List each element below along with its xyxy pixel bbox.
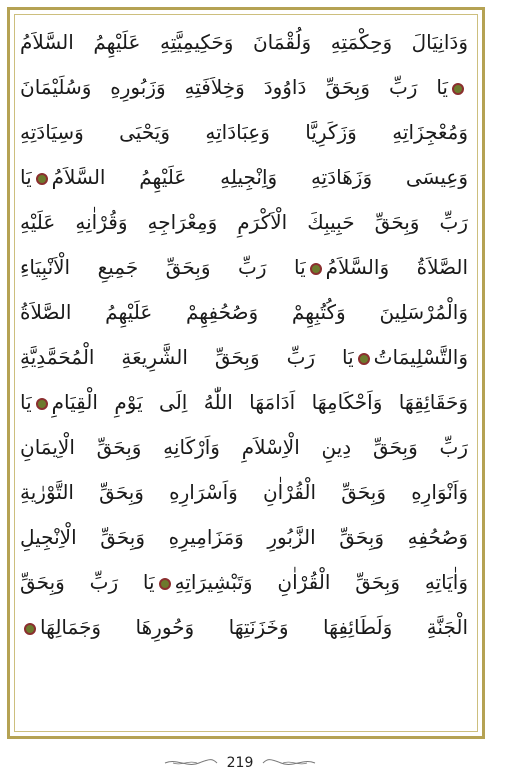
page-footer [0, 752, 480, 774]
text-segment: وَحَقَائِقِهَا وَاَحْكَامِهَا اَدَامَهَا اللّٰهُ اِلَى يَوْمِ الْقِيَامِ [51, 390, 468, 414]
rose-ornament-icon [24, 623, 36, 635]
text-segment: وَعِيسَى وَزَهَادَتِهِ وَاِنْجِيلِهِ عَلَيْهِمُ السَّلاَمُ [51, 165, 468, 189]
text-segment: يَا [20, 165, 32, 189]
rose-ornament-icon [36, 398, 48, 410]
page-number: 219 [226, 755, 254, 771]
text-segment: الْجَنَّةِ وَلَطَائِفِهَا وَخَزَنَتِهَا وَحُورِهَا وَجَمَالِهَا [40, 615, 468, 639]
rose-ornament-icon [36, 173, 48, 185]
text-line-5 [20, 200, 468, 245]
text-segment: رَبِّ وَبِحَقِّ دِينِ الْاِسْلاَمِ وَاَرْكَانِهِ وَبِحَقِّ الْاِيمَانِ [20, 435, 468, 459]
text-segment: الصَّلاَةُ وَالسَّلاَمُ [325, 255, 468, 279]
flourish-right-icon [261, 758, 317, 768]
text-line-13 [20, 560, 468, 605]
text-segment: يَا رَبِّ وَبِحَقِّ دَاوُودَ وَخِلاَفَتِهِ وَزَبُورِهِ وَسُلَيْمَانَ [20, 75, 448, 99]
text-segment: يَا رَبِّ وَبِحَقِّ [20, 570, 155, 594]
text-line-3 [20, 110, 468, 155]
arabic-text-block [20, 20, 468, 650]
text-line-9 [20, 380, 468, 425]
text-line-6 [20, 245, 468, 290]
rose-ornament-icon [310, 263, 322, 275]
text-line-11 [20, 470, 468, 515]
text-segment: وَالتَّسْلِيمَاتُ [373, 345, 468, 369]
rose-ornament-icon [452, 83, 464, 95]
flourish-left-icon [163, 758, 219, 768]
text-segment: وَاَنْوَارِهِ وَبِحَقِّ الْقُرْاٰنِ وَاَسْرَارِهِ وَبِحَقِّ التَّوْرٰيةِ [20, 480, 468, 504]
text-segment: وَاٰيَاتِهِ وَبِحَقِّ الْقُرْاٰنِ وَتَبْشِيرَاتِهِ [174, 570, 468, 594]
text-line-2 [20, 65, 468, 110]
text-segment: يَا رَبِّ وَبِحَقِّ جَمِيعِ الْاَنْبِيَاءِ [20, 255, 306, 279]
text-line-12 [20, 515, 468, 560]
text-line-8 [20, 335, 468, 380]
text-line-14 [20, 605, 468, 650]
text-segment: وَمُعْجِزَاتِهِ وَزَكَرِيَّا وَعِبَادَاتِهِ وَيَحْيَى وَسِيَادَتِهِ [20, 120, 468, 144]
text-segment: رَبِّ وَبِحَقِّ حَبِيبِكَ الْاَكْرَمِ وَمِعْرَاجِهِ وَقُرْاٰنِهِ عَلَيْهِ [20, 210, 468, 234]
text-segment: وَالْمُرْسَلِينَ وَكُتُبِهِمْ وَصُحُفِهِمْ عَلَيْهِمُ الصَّلاَةُ [20, 300, 468, 324]
text-line-10 [20, 425, 468, 470]
rose-ornament-icon [358, 353, 370, 365]
text-segment: يَا رَبِّ وَبِحَقِّ الشَّرِيعَةِ الْمُحَمَّدِيَّةِ [20, 345, 354, 369]
text-segment: وَصُحُفِهِ وَبِحَقِّ الزَّبُورِ وَمَزَامِيرِهِ وَبِحَقِّ الْاِنْجِيلِ [20, 525, 468, 549]
text-line-7 [20, 290, 468, 335]
text-segment: وَدَانِيَالَ وَحِكْمَتِهِ وَلُقْمَانَ وَحَكِيمِيَّتِهِ عَلَيْهِمُ السَّلاَمُ [20, 30, 468, 54]
text-segment: يَا [20, 390, 32, 414]
text-line-1 [20, 20, 468, 65]
rose-ornament-icon [159, 578, 171, 590]
text-line-4 [20, 155, 468, 200]
